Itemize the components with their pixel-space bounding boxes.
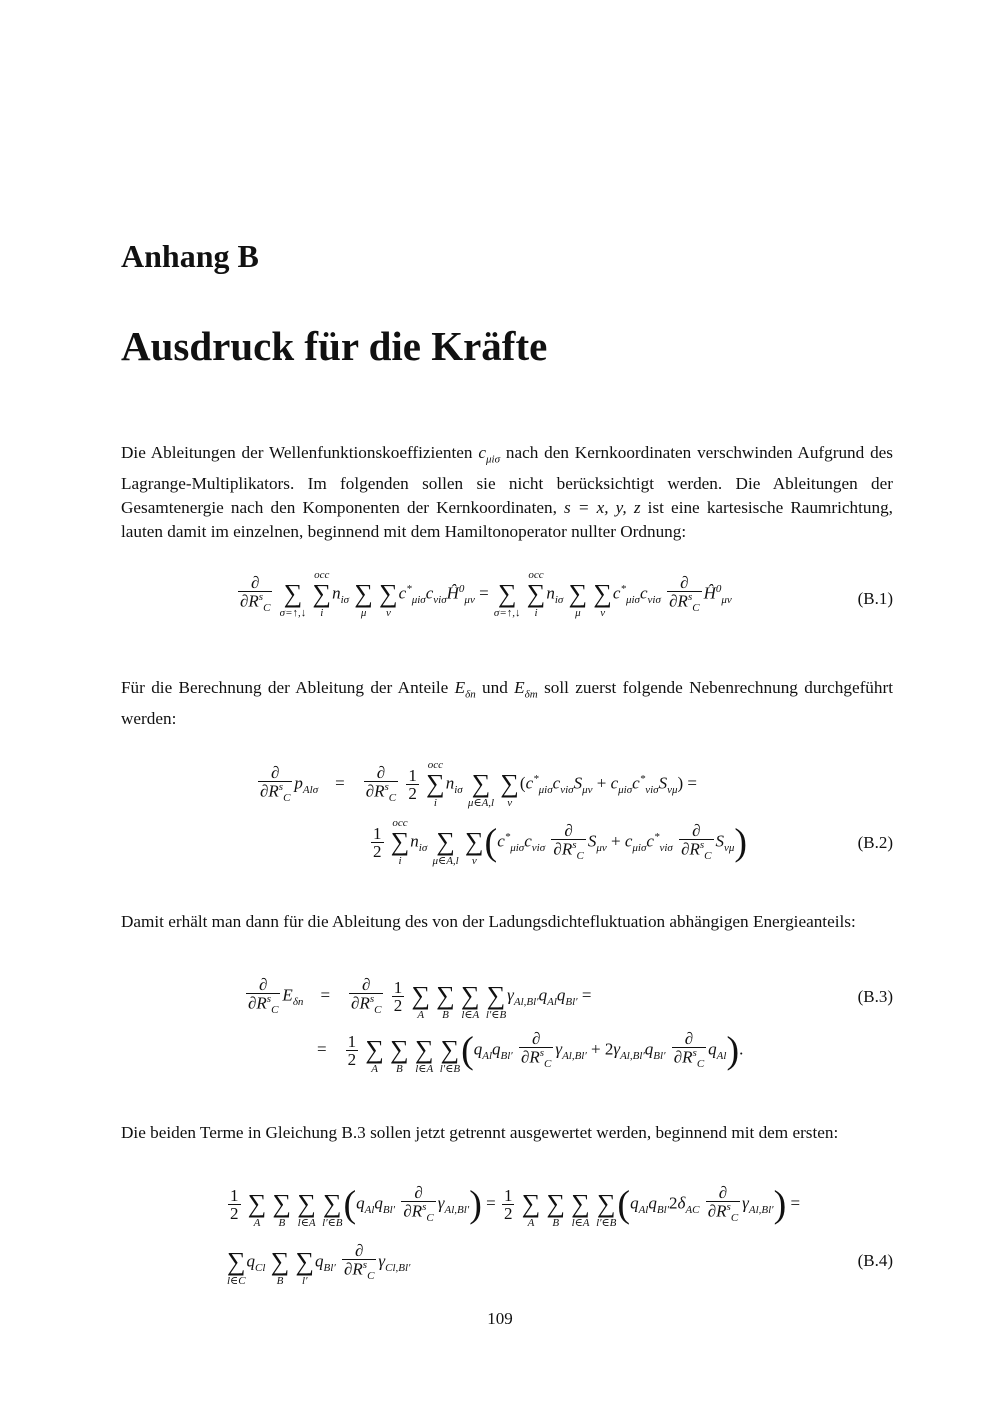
equation-number: (B.2) — [857, 833, 893, 852]
paragraph-intro — [121, 441, 893, 545]
energy-symbol: E — [454, 678, 466, 697]
paragraph-text: nach den Kernkoordinaten verschwinden Aufgrund des Lagrange-Multiplikators. Im folgenden sollen sie nicht berücksichtigt werden. Die Ableitungen der Gesamtenergie nach den Komponenten der Kernkoordinaten, — [121, 443, 893, 518]
paragraph-calc — [121, 676, 893, 731]
equation-b1: $\frac{\partial}{\partial R^s_C}$ ∑ σ=↑,↓ occ ∑ i $n_{i\sigma}$ ∑ μ ∑ ν $c^*_{\mu i\sigma}c_{\nu i\sigma}Ĥ^0_{\mu\nu}$ = ∑ σ=↑,↓ occ ∑ i $n_{i\sigma}$ ∑ μ ∑ ν $c^*_{\mu i\sigma}c_{\nu i\sigma}$ $\frac{\partial}{\partial R^s_C}$ $Ĥ^0_{\mu\nu}$ (B.1) — [240, 569, 893, 619]
paragraph-text: soll zuerst folgende Nebenrechnung durchgeführt werden: — [121, 678, 893, 728]
equation-number: (B.3) — [857, 987, 893, 1006]
energy-subscript: δm — [524, 688, 538, 701]
paragraph-text: und — [475, 678, 515, 697]
paragraph-text: Die Ableitungen der Wellenfunktionskoeffizienten — [121, 443, 479, 462]
paragraph-text: ist eine kartesische Raumrichtung, lauten damit im einzelnen, beginnend mit dem Hamiltonoperator nullter Ordnung: — [121, 498, 893, 542]
equation-number: (B.4) — [857, 1251, 893, 1270]
equation-b2: $\frac{\partial}{\partial R^s_C}$ $p_{Al\sigma}$ = $\frac{\partial}{\partial R^s_C}$ $\frac{1}{2}$ occ ∑ i $n_{i\sigma}$ ∑ μ∈A,l ∑ ν $(c^*_{\mu i\sigma}c_{\nu i\sigma}S_{\mu\nu} + c_{\mu i\sigma}c^*_{\nu i\sigma}S_{\nu\mu})$ = $\frac{1}{2}$ occ ∑ i $n_{i\sigma}$ ∑ μ∈A,l ∑ ν ($c^*_{\mu i\sigma}c_{\nu i\sigma}$ $\frac{\partial}{\partial R^s_C}$ $S_{\mu\nu} + c_{\mu i\sigma}c^*_{\nu i\sigma}$ $\frac{\partial}{\partial R^s_C}$ $S_{\nu\mu}$) (B.2) — [260, 759, 893, 867]
coefficient-symbol: c — [478, 443, 486, 462]
chapter-label: Anhang B — [121, 238, 259, 274]
paragraph-text: Für die Berechnung der Ableitung der Anteile — [121, 678, 455, 697]
equation-b3: $\frac{\partial}{\partial R^s_C}$ $E_{\delta n}$ = $\frac{\partial}{\partial R^s_C}$ $\frac{1}{2}$ ∑ A ∑ B ∑ l∈A ∑ l′∈B $\gamma_{Al,Bl'}q_{Al}q_{Bl'}$ = = $\frac{1}{2}$ ∑ A ∑ B ∑ l∈A ∑ l′∈B ($q_{Al}q_{Bl'}$ $\frac{\partial}{\partial R^s_C}$ $\gamma_{Al,Bl'} + 2\gamma_{Al,Bl'}q_{Bl'}$ $\frac{\partial}{\partial R^s_C}$ $q_{Al}$). (B.3) — [248, 975, 893, 1075]
paragraph-energy: Damit erhält man dann für die Ableitung des von der Ladungsdichtefluktuation abhängigen Energieanteils: — [121, 912, 856, 931]
energy-symbol: E — [514, 678, 525, 697]
coefficient-subscript: μiσ — [486, 453, 501, 466]
equation-b4: $\frac{1}{2}$ ∑ A ∑ B ∑ l∈A ∑ l′∈B ($q_{Al}q_{Bl'}$ $\frac{\partial}{\partial R^s_C}$ $\gamma_{Al,Bl'}$) = $\frac{1}{2}$ ∑ A ∑ B ∑ l∈A ∑ l′∈B ($q_{Al}q_{Bl'}2\delta_{AC}$ $\frac{\partial}{\partial R^s_C}$ $\gamma_{Al,Bl'}$) = ∑ l∈C $q_{Cl}$ ∑ B ∑ l′ $q_{Bl'}$ $\frac{\partial}{\partial R^s_C}$ $\gamma_{Cl,Bl'}$ (B.4) — [227, 1183, 893, 1287]
chapter-title: Ausdruck für die Kräfte — [121, 323, 548, 369]
page-number: 109 — [487, 1309, 513, 1328]
equation-number: (B.1) — [857, 589, 893, 608]
energy-subscript: δn — [465, 688, 476, 701]
direction-symbol: s = x, y, z — [564, 498, 641, 518]
paragraph-terms: Die beiden Terme in Gleichung B.3 sollen jetzt getrennt ausgewertet werden, beginnend mit dem ersten: — [121, 1123, 839, 1142]
